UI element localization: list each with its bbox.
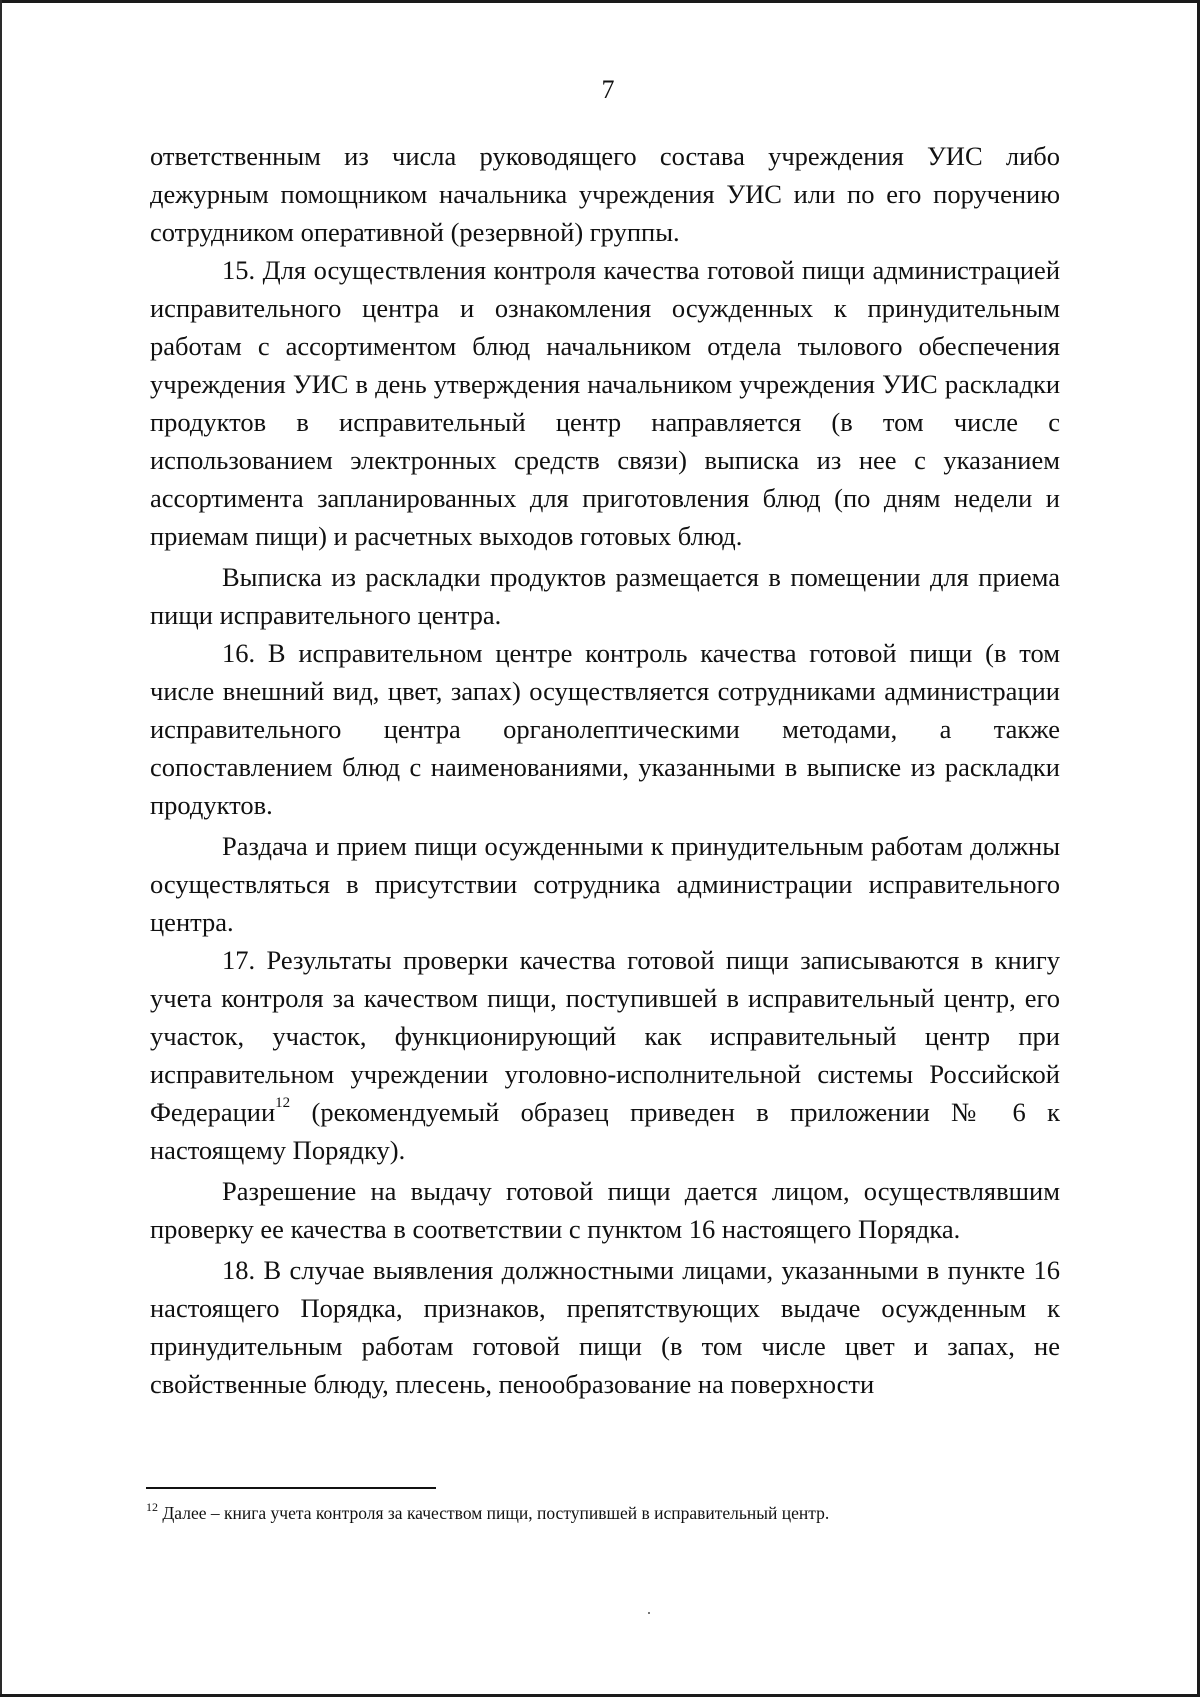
- scan-border-top: [0, 0, 1200, 3]
- page-number: 7: [601, 75, 615, 104]
- scan-border-left: [0, 0, 2, 1697]
- paragraph-15-extract: Выписка из раскладки продуктов размещается в помещении для приема пищи исправительного центра.: [150, 562, 1060, 630]
- paragraph-17: [150, 941, 1060, 1169]
- footnote-separator: [146, 1487, 436, 1489]
- paragraph-17-text: 17. Результаты проверки качества готовой пищи записываются в книгу учета контроля за качеством пищи, поступившей в исправительный центр, его участок, участок, функционирующий как исправительный центр при исправительном учреждении уголовно-исполнительной системы Российской Федерации: [150, 945, 1060, 1127]
- paragraph-16-distribution: Раздача и прием пищи осужденными к принудительным работам должны осуществляться в присутствии сотрудника администрации исправительного центра.: [150, 831, 1060, 937]
- paragraph-17-permission: Разрешение на выдачу готовой пищи дается лицом, осуществлявшим проверку ее качества в соответствии с пунктом 16 настоящего Порядка.: [150, 1176, 1060, 1244]
- paragraph-continuation: ответственным из числа руководящего состава учреждения УИС либо дежурным помощником начальника учреждения УИС или по его поручению сотрудником оперативной (резервной) группы.: [150, 141, 1060, 247]
- footnote: [146, 1500, 1066, 1526]
- footnote-text: Далее – книга учета контроля за качеством пищи, поступившей в исправительный центр.: [158, 1503, 830, 1523]
- document-body: [150, 137, 1060, 1403]
- paragraph-17-text-after: (рекомендуемый образец приведен в приложении № 6 к настоящему Порядку).: [150, 1097, 1060, 1165]
- scan-speck: [648, 1612, 650, 1614]
- paragraph-15: 15. Для осуществления контроля качества готовой пищи администрацией исправительного центра и ознакомления осужденных к принудительным работам с ассортиментом блюд начальником отдела тылового обеспечения учреждения УИС в день утверждения начальником учреждения УИС раскладки продуктов в исправительный центр направляется (в том числе с использованием электронных средств связи) выписка из нее с указанием ассортимента запланированных для приготовления блюд (по дням недели и приемам пищи) и расчетных выходов готовых блюд.: [150, 255, 1060, 551]
- footnote-reference: 12: [275, 1095, 291, 1111]
- paragraph-16: 16. В исправительном центре контроль качества готовой пищи (в том числе внешний вид, цвет, запах) осуществляется сотрудниками администрации исправительного центра органолептическими методами, а также сопоставлением блюд с наименованиями, указанными в выписке из раскладки продуктов.: [150, 638, 1060, 820]
- footnote-number: 12: [146, 1500, 158, 1514]
- paragraph-18: 18. В случае выявления должностными лицами, указанными в пункте 16 настоящего Порядка, признаков, препятствующих выдаче осужденным к принудительным работам готовой пищи (в том числе цвет и запах, не свойственные блюду, плесень, пенообразование на поверхности: [150, 1255, 1060, 1399]
